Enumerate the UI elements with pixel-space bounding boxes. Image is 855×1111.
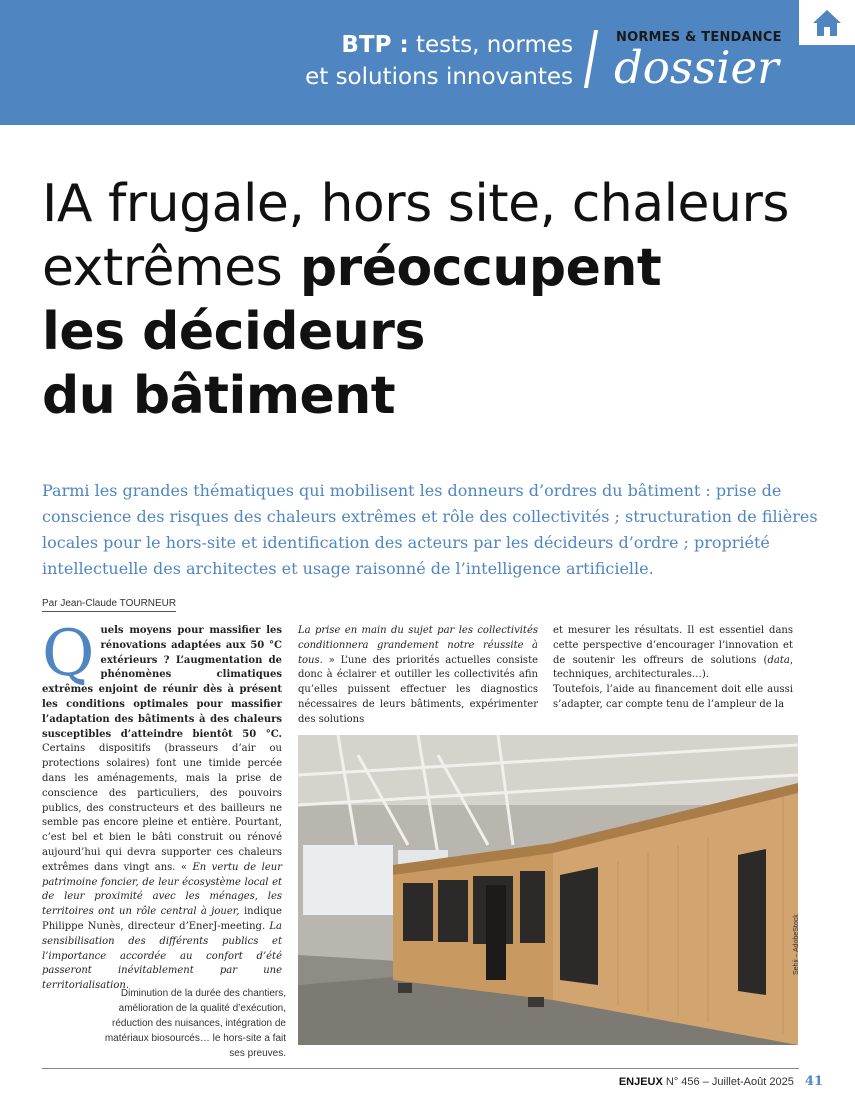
article-column-1 — [42, 617, 283, 994]
title-line-1: IA frugale, hors site, chaleurs — [42, 174, 789, 234]
header-separator — [584, 30, 598, 88]
article-text: et mesurer les résultats. Il est essentiel dans cette perspective d’encourager l’innovation et de soutenir les offreurs de solutions ( — [553, 625, 793, 666]
photo-credit: Sehii – AdobeStock — [793, 914, 800, 975]
section-title-line1: tests, normes — [415, 32, 573, 58]
section-title-bold: BTP : — [341, 32, 409, 58]
article-italic-word: data — [767, 654, 790, 666]
article-text: , techniques, architecturales…). — [553, 654, 793, 681]
article-photo — [298, 735, 798, 1045]
article-title — [42, 172, 832, 428]
article-quote: La sensibilisation des différents publics et l’importance accordée au confort d’été passeront inévitablement par une territorialisation. — [42, 920, 282, 992]
section-title — [305, 29, 573, 93]
byline: Par Jean-Claude TOURNEUR — [42, 598, 176, 612]
home-icon — [811, 8, 843, 38]
issue-info: N° 456 – Juillet-Août 2025 — [665, 1076, 794, 1088]
title-line-2-light: extrêmes — [42, 238, 283, 298]
modular-building-illustration — [298, 735, 798, 1045]
article-intro-bold: uels moyens pour massifier les rénovations adaptées aux 50 °C extérieurs ? L’augmentation de phénomènes climatiques extrêmes enjoint de réunir dès à présent les conditions optimales pour massifier l’adaptation des bâtiments à des chaleurs susceptibles d’atteindre bientôt 50 °C. — [42, 625, 282, 740]
header-band — [0, 0, 855, 125]
footer-rule — [42, 1068, 799, 1069]
title-line-4: du bâtiment — [42, 366, 396, 426]
home-button[interactable] — [799, 0, 855, 45]
article-text: Certains dispositifs (brasseurs d’air ou protections solaires) font une timide percée dans les aménagements, mais la prise de conscience des particuliers, des pouvoirs publics, des constructeurs et des bailleurs ne semble pas encore pleine et entière. Pourtant, c’est bel et bien le bâti construit ou rénové aujourd’hui qui devra supporter ces chaleurs extrêmes dans vingt ans. « — [42, 743, 282, 873]
article-column-3 — [553, 624, 793, 713]
article-quote: En vertu de leur patrimoine foncier, de leur écosystème local et de leur proximité avec les ménages, les territoires ont un rôle central à jouer, — [42, 861, 283, 918]
article-quote: La prise en main du sujet par les collectivités conditionnera grandement notre réussite à tous. — [298, 625, 538, 666]
article-lead: Parmi les grandes thématiques qui mobilisent les donneurs d’ordres du bâtiment : prise de conscience des risques des chaleurs extrêmes et rôle des collectivités ; structuration de filières locales pour le hors-site et identification des acteurs par les décideurs d’ordre ; propriété intellectuelle des architectes et usage raisonné de l’intelligence artificielle. — [42, 481, 818, 578]
dropcap: Q — [42, 617, 95, 691]
article-text: » L’une des priorités actuelles consiste donc à éclairer et outiller les collectivités afin qu’elles puissent effectuer les diagnostics nécessaires de leurs bâtiments, expérimenter des solutions — [298, 654, 538, 725]
article-text: Toutefois, l’aide au financement doit elle aussi s’adapter, car compte tenu de l’ampleur de la — [553, 684, 793, 710]
page-footer — [619, 1074, 823, 1089]
photo-caption: Diminution de la durée des chantiers, amélioration de la qualité d’exécution, réduction des nuisances, intégration de matériaux biosourcés… le hors-site a fait ses preuves. — [104, 988, 286, 1059]
section-title-line2: et solutions innovantes — [305, 64, 573, 90]
rubric-title: dossier — [614, 41, 779, 94]
rubric-label: NORMES & TENDANCE — [616, 30, 782, 45]
title-line-3: les décideurs — [42, 302, 425, 362]
page-number: 41 — [804, 1074, 823, 1089]
article-column-2 — [298, 624, 538, 728]
magazine-name: ENJEUX — [618, 1076, 663, 1088]
article-text: indique Philippe Nunès, directeur d’EnerJ-meeting. — [42, 906, 282, 932]
title-line-2-bold: préoccupent — [299, 238, 662, 298]
